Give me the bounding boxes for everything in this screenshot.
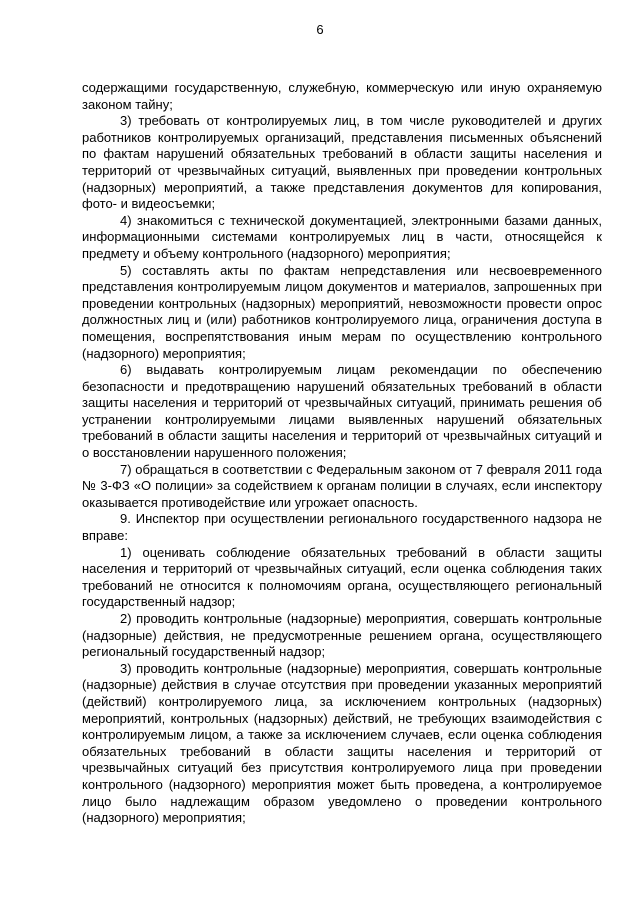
page-number: 6 <box>316 22 324 37</box>
paragraph-item-4: 4) знакомиться с технической документацией, электронными базами данных, информационными системами контролируемых лиц в части, относящейся к предмету и объему контрольного (надзорного) мероприятия; <box>82 212 602 261</box>
paragraph-item-5: 5) составлять акты по фактам непредставления или несвоевременного представления контролируемым лицом документов и материалов, запрошенных при проведении контрольных (надзорных) мероприятий, невозможности провести опрос должностных лиц и (или) работников контролируемого лица, ограничения доступа в помещения, воспрепятствования иным мерам по осуществлению контрольного (надзорного) мероприятия; <box>82 262 602 361</box>
paragraph-item-6: 6) выдавать контролируемым лицам рекомендации по обеспечению безопасности и предотвращению нарушений обязательных требований в области защиты населения и территорий от чрезвычайных ситуаций, принимать решения об устранении контролируемыми лицами выявленных нарушений обязательных требований в области защиты населения и территорий от чрезвычайных ситуаций и о восстановлении нарушенного положения; <box>82 362 602 461</box>
paragraph-prohibition-1: 1) оценивать соблюдение обязательных требований в области защиты населения и территорий от чрезвычайных ситуаций, если оценка соблюдения таких требований не относится к полномочиям органа, осуществляющего региональный государственный надзор; <box>82 544 602 610</box>
paragraph-prohibition-3: 3) проводить контрольные (надзорные) мероприятия, совершать контрольные (надзорные) действия в случае отсутствия при проведении указанных мероприятий (действий) контролируемого лица, за исключением контрольных (надзорных) мероприятий, контрольных (надзорных) действий, не требующих взаимодействия с контролируемым лицом, а также за исключением случаев, если оценка соблюдения обязательных требований в области защиты населения и территорий от чрезвычайных ситуаций без присутствия контролируемого лица при проведении контрольного (надзорного) мероприятия может быть проведена, а контролируемое лицо было надлежащим образом уведомлено о проведении контрольного (надзорного) мероприятия; <box>82 660 602 826</box>
paragraph-continuation: содержащими государственную, служебную, коммерческую или иную охраняемую законом тайну; <box>82 80 602 112</box>
paragraph-item-7: 7) обращаться в соответствии с Федеральным законом от 7 февраля 2011 года № 3-ФЗ «О полиции» за содействием к органам полиции в случаях, если инспектору оказывается противодействие или угрожает опасность. <box>82 461 602 510</box>
paragraph-section-9: 9. Инспектор при осуществлении регионального государственного надзора не вправе: <box>82 511 602 544</box>
paragraph-prohibition-2: 2) проводить контрольные (надзорные) мероприятия, совершать контрольные (надзорные) действия, не предусмотренные решением органа, осуществляющего региональный государственный надзор; <box>82 611 602 660</box>
paragraph-item-3: 3) требовать от контролируемых лиц, в том числе руководителей и других работников контролируемых организаций, представления письменных объяснений по фактам нарушений обязательных требований в области защиты населения и территорий от чрезвычайных ситуаций, выявленных при проведении контрольных (надзорных) мероприятий, а также представления документов для копирования, фото- и видеосъемки; <box>82 113 602 212</box>
document-body <box>82 80 602 827</box>
